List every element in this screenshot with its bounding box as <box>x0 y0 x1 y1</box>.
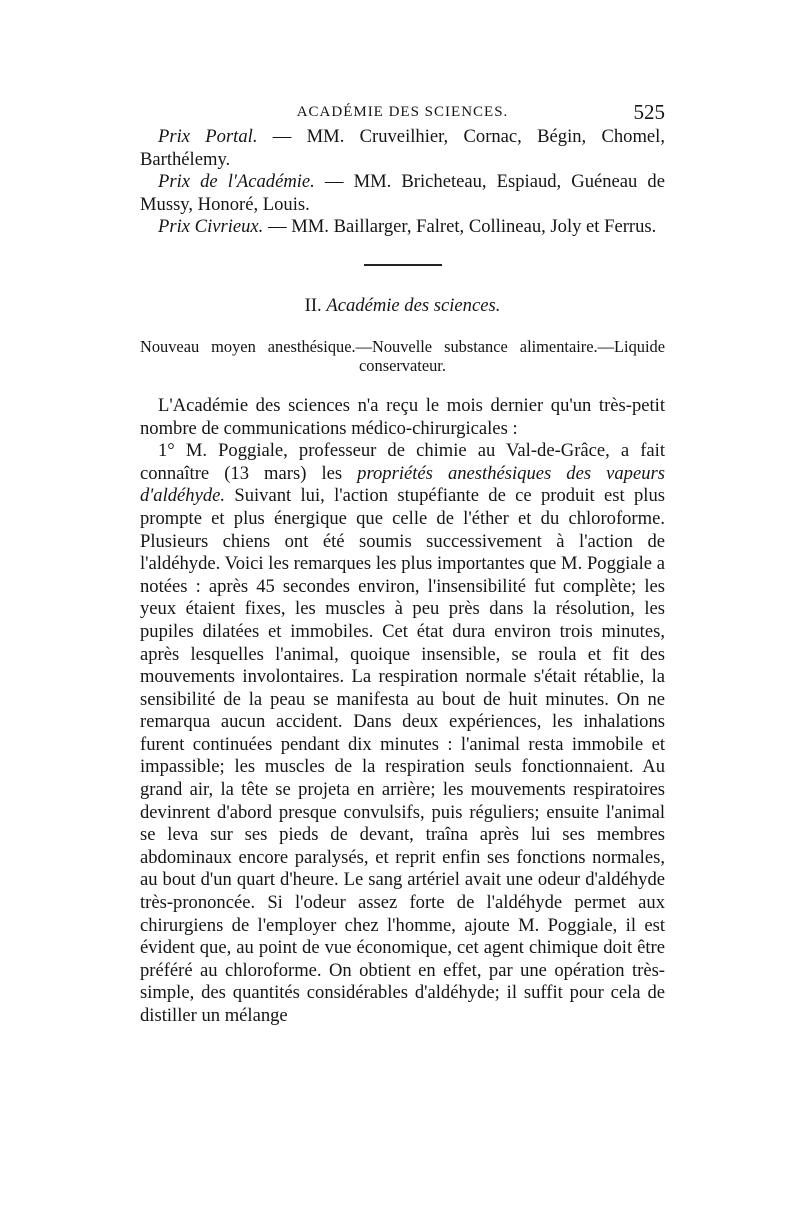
prize-entry-academie <box>140 171 665 216</box>
prize-entry-civrieux <box>140 216 665 239</box>
intro-paragraph: L'Académie des sciences n'a reçu le mois dernier qu'un très-petit nombre de communications médico-chirurgicales : <box>140 394 665 439</box>
prize-jury: — MM. Cruveilhier, Cornac, Bégin, Chomel, Barthélemy. <box>140 126 665 170</box>
separator-rule <box>364 264 442 266</box>
prize-name: Prix Portal. <box>158 126 258 147</box>
prize-name: Prix de l'Académie. <box>158 171 315 193</box>
prize-entry-portal <box>140 126 665 171</box>
prize-jury: — MM. Baillarger, Falret, Collineau, Joly et Ferrus. <box>263 216 657 238</box>
running-head-title: ACADÉMIE DES SCIENCES. <box>296 104 509 120</box>
section-number: II. <box>304 294 322 316</box>
page-text <box>140 126 665 1028</box>
section-title: Académie des sciences. <box>326 294 501 316</box>
page-number: 525 <box>633 100 665 124</box>
section-summary <box>140 337 665 375</box>
poggiale-paragraph <box>140 440 665 1027</box>
section-heading <box>140 295 665 319</box>
poggiale-text-start: 1° M. Poggiale, professeur de chimie au Val-de-Grâce, a fait connaître (13 mars) les <box>140 440 665 484</box>
summary-line-2: conservateur. <box>359 355 446 375</box>
running-head <box>140 100 665 126</box>
poggiale-text-italic: propriétés anesthésiques des vapeurs d'aldéhyde. <box>140 462 665 507</box>
prize-jury: — MM. Bricheteau, Espiaud, Guéneau de Mussy, Honoré, Louis. <box>140 171 665 215</box>
body-text <box>140 395 665 1028</box>
poggiale-text-rest: Suivant lui, l'action stupéfiante de ce produit est plus prompte et plus énergique que celle de l'éther et du chloroforme. Plusieurs chiens ont été soumis successivement à l'action de l'aldéhyde. Voici les remarques les plus importantes que M. Poggiale a notées : après 45 secondes environ, l'insensibilité fut complète; les yeux étaient fixes, les muscles à peu près dans la résolution, les pupiles dilatées et immobiles. Cet état dura environ trois minutes, après lesquelles l'animal, quoique insensible, se roula et fit des mouvements involontaires. La respiration normale s'était rétablie, la sensibilité de la peau se manifesta au bout de huit minutes. On ne remarqua aucun accident. Dans deux expériences, les inhalations furent continuées pendant dix minutes : l'animal resta immobile et impassible; les muscles de la respiration seuls fonctionnaient. Au grand air, la tête se projeta en arrière; les mouvements respiratoires devinrent d'abord presque convulsifs, puis réguliers; ensuite l'animal se leva sur ses pieds de devant, traîna après lui ses membres abdominaux encore paralysés, et reprit enfin ses fonctions normales, au bout d'un quart d'heure. Le sang artériel avait une odeur d'aldéhyde très-prononcée. Si l'odeur assez forte de l'aldéhyde permet aux chirurgiens de l'employer chez l'homme, ajoute M. Poggiale, il est évident que, au point de vue économique, cet agent chimique doit être préféré au chloroforme. On obtient en effet, par une opération très-simple, des quantités considérables d'aldéhyde; il suffit pour cela de distiller un mélange <box>140 485 665 1026</box>
prize-name: Prix Civrieux. <box>158 216 264 238</box>
separator <box>140 239 665 295</box>
summary-line-1: Nouveau moyen anesthésique.—Nouvelle substance alimentaire.—Liquide <box>140 336 665 356</box>
